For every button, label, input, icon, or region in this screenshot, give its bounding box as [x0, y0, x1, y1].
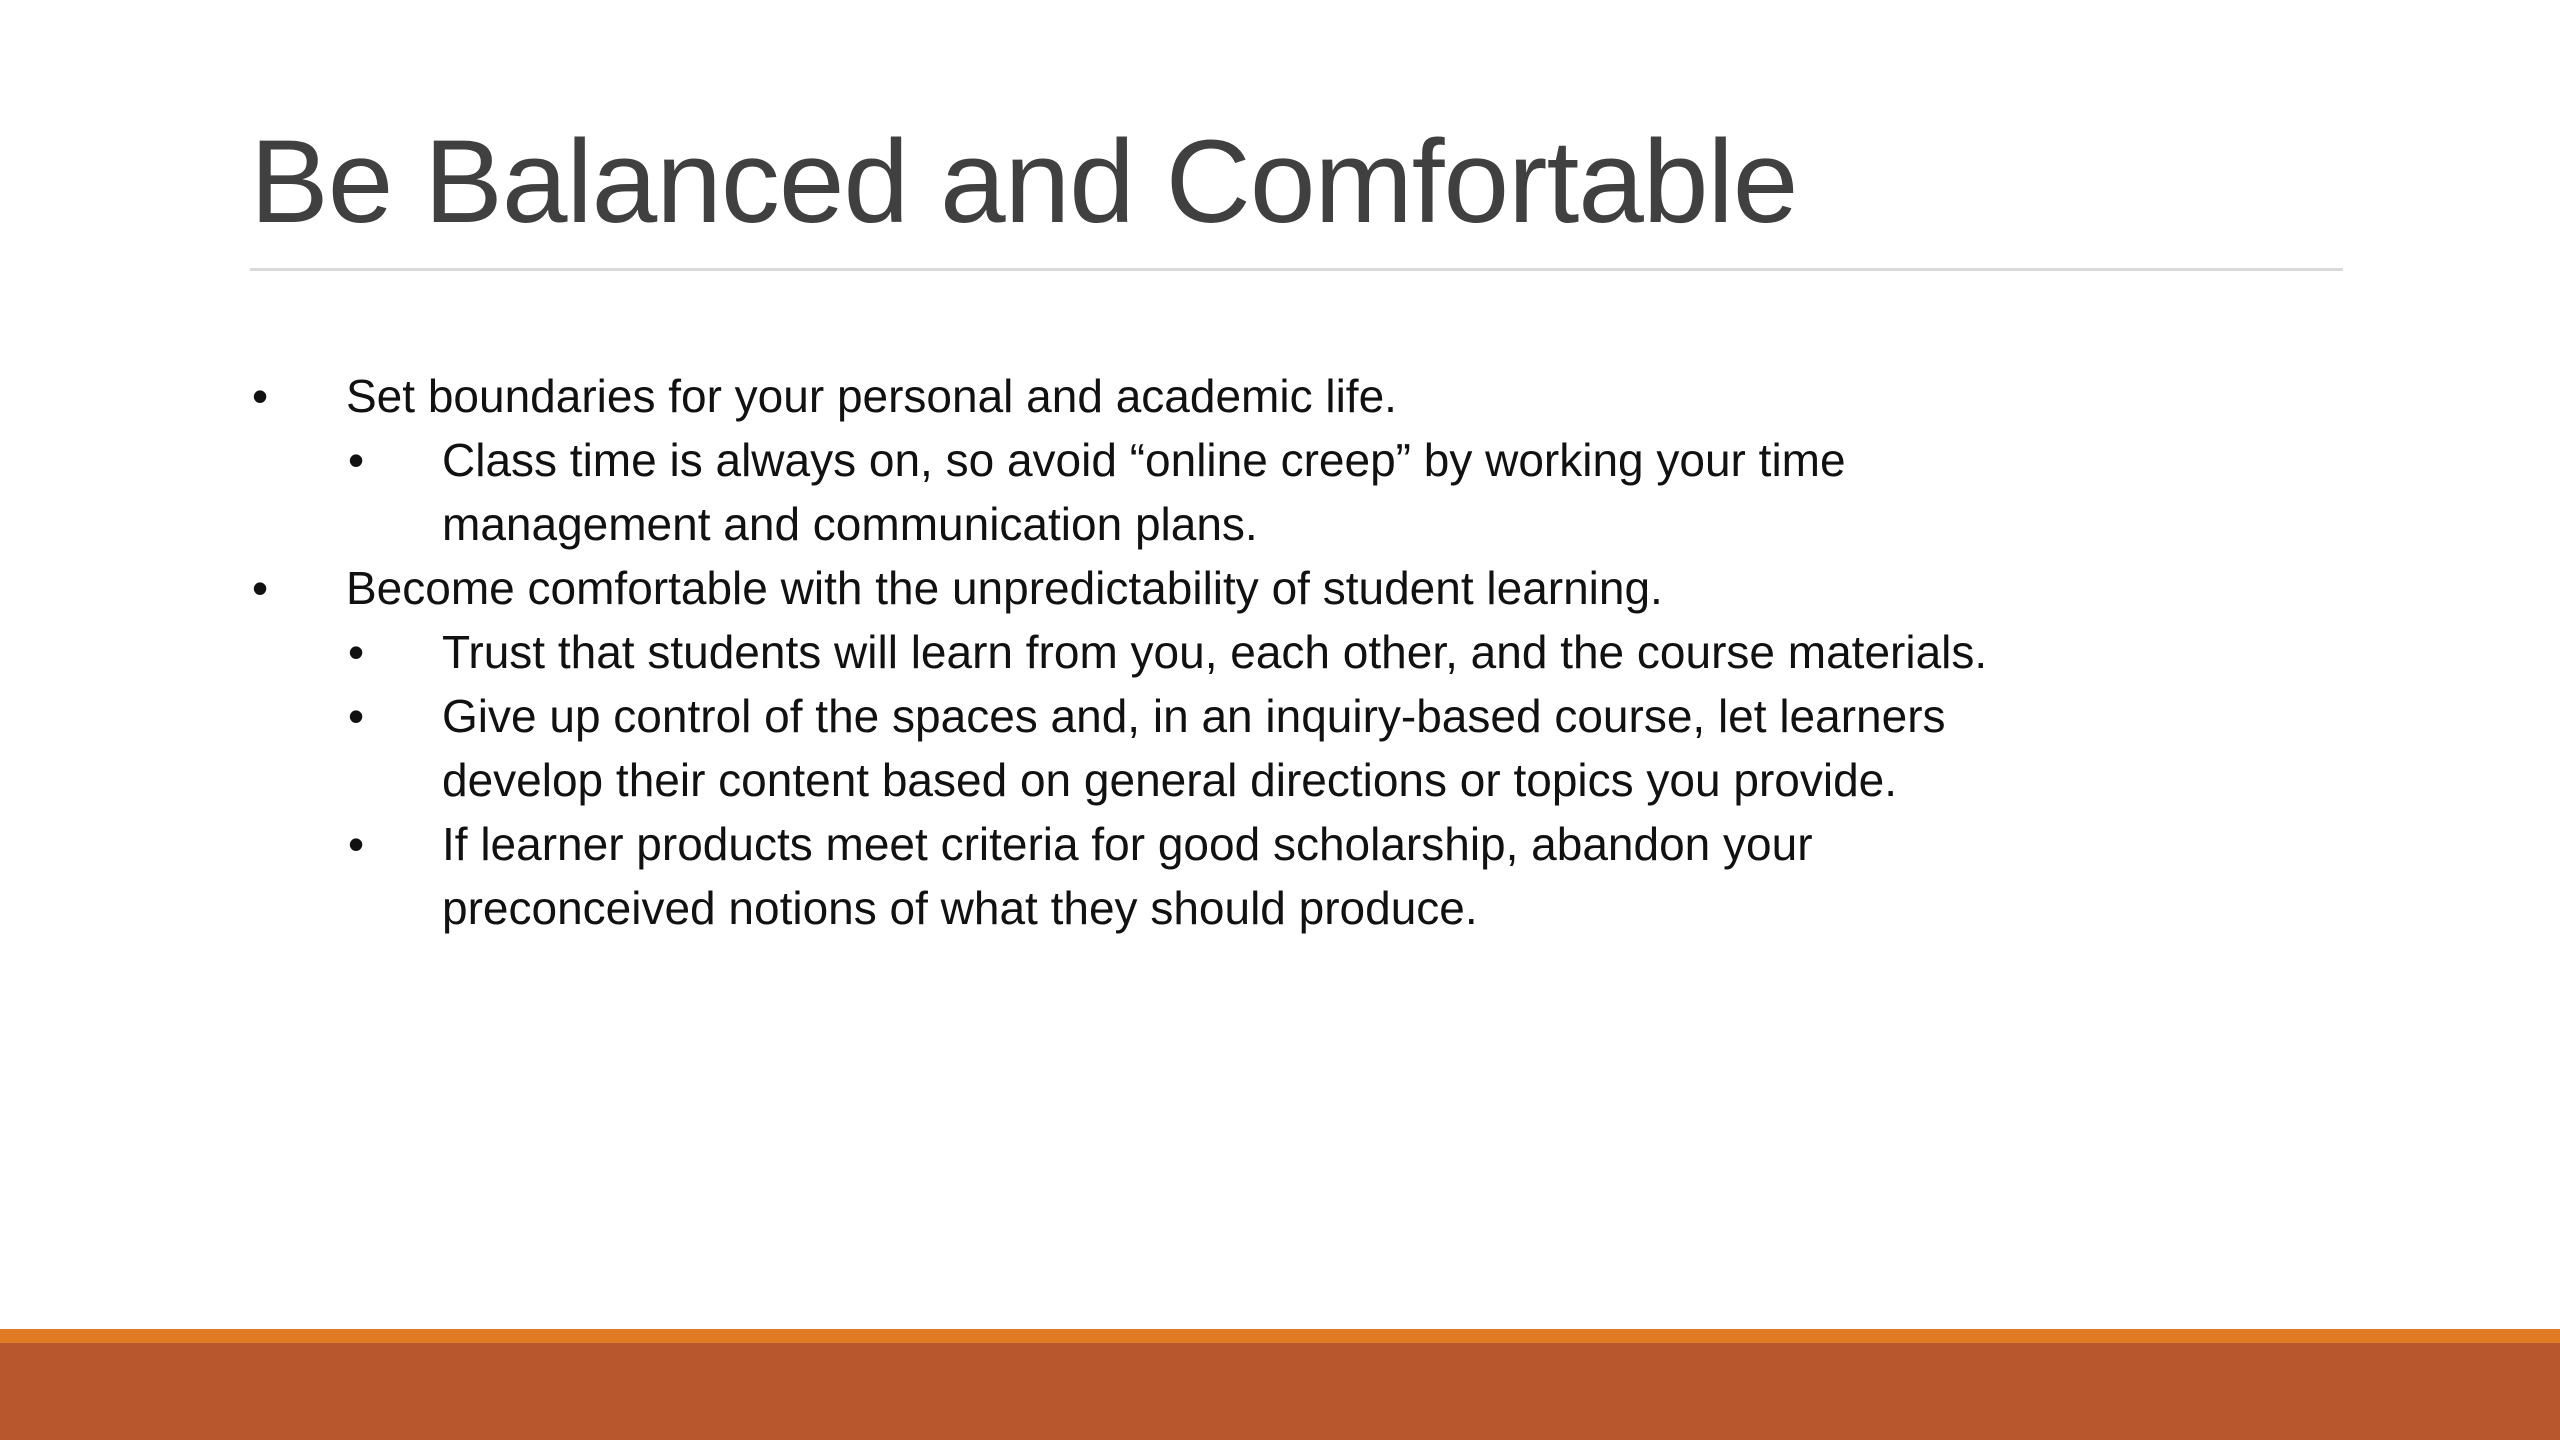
bullet-icon: •	[347, 626, 365, 678]
slide-title: Be Balanced and Comfortable	[250, 116, 1798, 248]
footer-band	[0, 1343, 2560, 1440]
bullet-icon: •	[347, 690, 365, 742]
title-divider	[250, 268, 2343, 271]
bullet-text: Set boundaries for your personal and academic life.	[346, 370, 1397, 422]
bullet-icon: •	[251, 370, 269, 422]
bullet-list	[250, 364, 2150, 940]
sub-bullet-item	[346, 620, 2150, 684]
bullet-icon: •	[251, 562, 269, 614]
sub-bullet-text: If learner products meet criteria for good scholarship, abandon your preconceived notions of what they should produce.	[442, 818, 1813, 934]
sub-bullet-text: Give up control of the spaces and, in an inquiry-based course, let learners develop their content based on general directions or topics you provide.	[442, 690, 1946, 806]
bullet-text: Become comfortable with the unpredictability of student learning.	[346, 562, 1663, 614]
sub-bullet-text: Class time is always on, so avoid “online creep” by working your time management and communication plans.	[442, 434, 1846, 550]
sub-bullet-item	[346, 428, 2150, 556]
sub-bullet-item	[346, 812, 2150, 940]
bullet-icon: •	[347, 434, 365, 486]
sub-bullet-list	[346, 620, 2150, 940]
footer-accent-stripe	[0, 1329, 2560, 1343]
sub-bullet-text: Trust that students will learn from you, each other, and the course materials.	[442, 626, 1988, 678]
slide-content	[250, 364, 2150, 940]
bullet-item	[250, 556, 2150, 940]
bullet-icon: •	[347, 818, 365, 870]
sub-bullet-list	[346, 428, 2150, 556]
sub-bullet-item	[346, 684, 2150, 812]
bullet-item	[250, 364, 2150, 556]
